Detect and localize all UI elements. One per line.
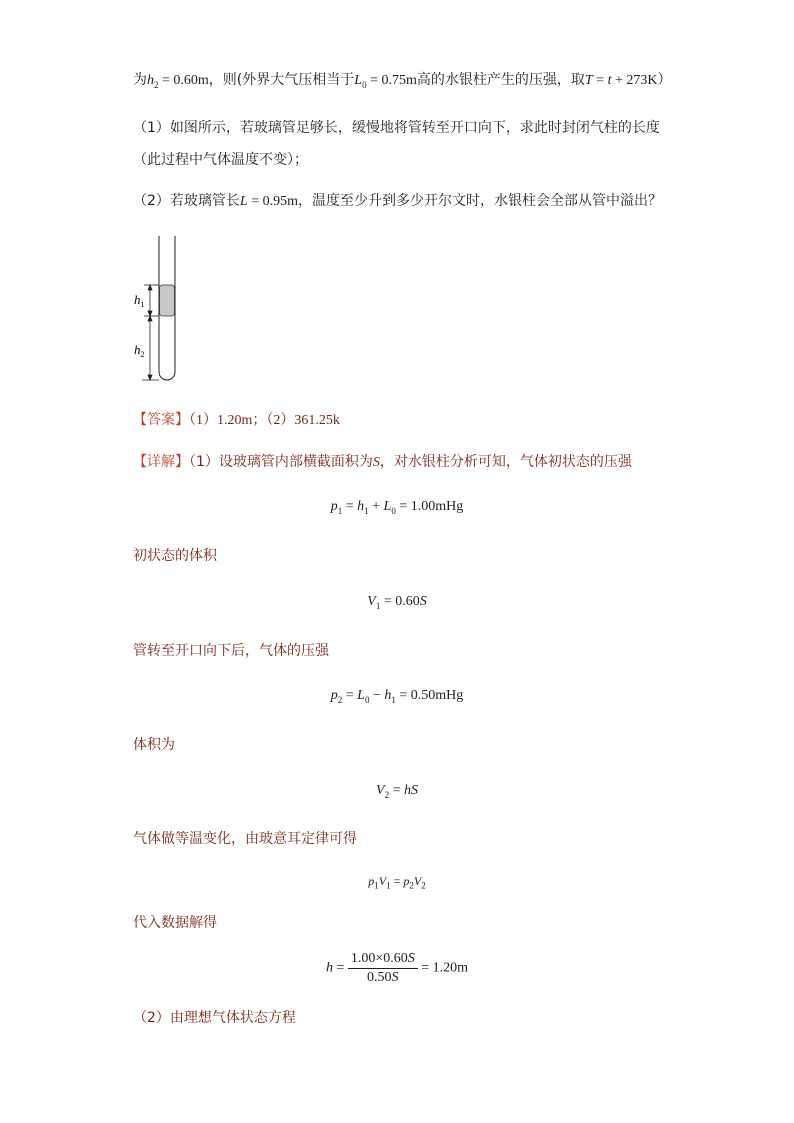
- dimension-lines: [142, 285, 159, 380]
- glass-tube-figure: [128, 232, 188, 384]
- math-value: = 0.75m: [366, 73, 417, 88]
- math-value: + 273K: [611, 73, 658, 88]
- equation-h-solution: h = $\frac{1.00\times 0.60S}{0.50S}$ = 1.20m: [325, 951, 469, 985]
- math-var: S: [372, 455, 380, 470]
- text-fragment: ，则(外界大气压相当于: [208, 72, 355, 88]
- math-value: = 0.95m: [247, 194, 299, 209]
- fraction: $\frac{1.00\times 0.60S}{0.50S}$: [348, 950, 418, 987]
- detail-line-1: [133, 452, 632, 473]
- text-fragment: 为: [133, 72, 147, 88]
- answer-text: （1）1.20m；（2）361.25k: [189, 413, 340, 428]
- math-var: t: [607, 73, 612, 88]
- equation-p2: $p_2 = L_0 - h_1 = 0.50mHg$: [330, 688, 464, 705]
- detail-label-part-2: （2）由理想气体状态方程: [133, 1010, 296, 1026]
- equation-boyle: $p_1V_1 = p_2V_2$: [368, 874, 426, 891]
- answer-line: [133, 410, 340, 431]
- detail-label-volume: 体积为: [133, 737, 175, 753]
- detail-tag: 【详解】: [133, 454, 189, 470]
- detail-label-boyle: 气体做等温变化，由玻意耳定律可得: [133, 831, 357, 847]
- equation-p1: $p_1 = h_1 + L_0 = 1.00mHg$: [330, 499, 464, 516]
- math-op: =: [592, 73, 608, 88]
- question-1-line-1: （1）如图所示，若玻璃管足够长，缓慢地将管转至开口向下，求此时封闭气柱的长度: [133, 120, 660, 136]
- question-2-line: [133, 191, 662, 212]
- detail-label-pressure-after: 管转至开口向下后，气体的压强: [133, 643, 329, 659]
- question-1-line-2: （此过程中气体温度不变）；: [133, 152, 308, 168]
- equation-v1: $V_1 = 0.60S$: [367, 594, 427, 611]
- text-fragment: ，温度至少升到多少开尔文时，水银柱会全部从管中溢出？: [298, 193, 663, 209]
- text-fragment: ）: [657, 72, 672, 88]
- math-sub: 2: [154, 79, 159, 90]
- math-value: = 0.60m: [158, 73, 209, 88]
- problem-intro-line: [133, 70, 671, 95]
- answer-tag: 【答案】: [133, 412, 189, 428]
- math-var: h: [147, 73, 154, 88]
- text-fragment: 高的水银柱产生的压强，取: [416, 72, 585, 88]
- text-fragment: （1）设玻璃管内部横截面积为: [189, 454, 373, 470]
- detail-label-initial-volume: 初状态的体积: [133, 548, 217, 564]
- math-var: T: [584, 73, 593, 88]
- math-var: L: [354, 73, 363, 88]
- text-fragment: （2）若玻璃管长: [133, 193, 240, 209]
- detail-label-solve: 代入数据解得: [133, 915, 217, 931]
- text-fragment: ，对水银柱分析可知，气体初状态的压强: [379, 454, 632, 470]
- h2-label: $h_2$: [134, 342, 145, 359]
- equation-v2: $V_2$ = hS: [376, 783, 418, 800]
- math-sub: 0: [362, 79, 367, 90]
- mercury-column: [160, 285, 175, 316]
- math-var: L: [239, 194, 248, 209]
- h1-label: $h_1$: [134, 292, 145, 309]
